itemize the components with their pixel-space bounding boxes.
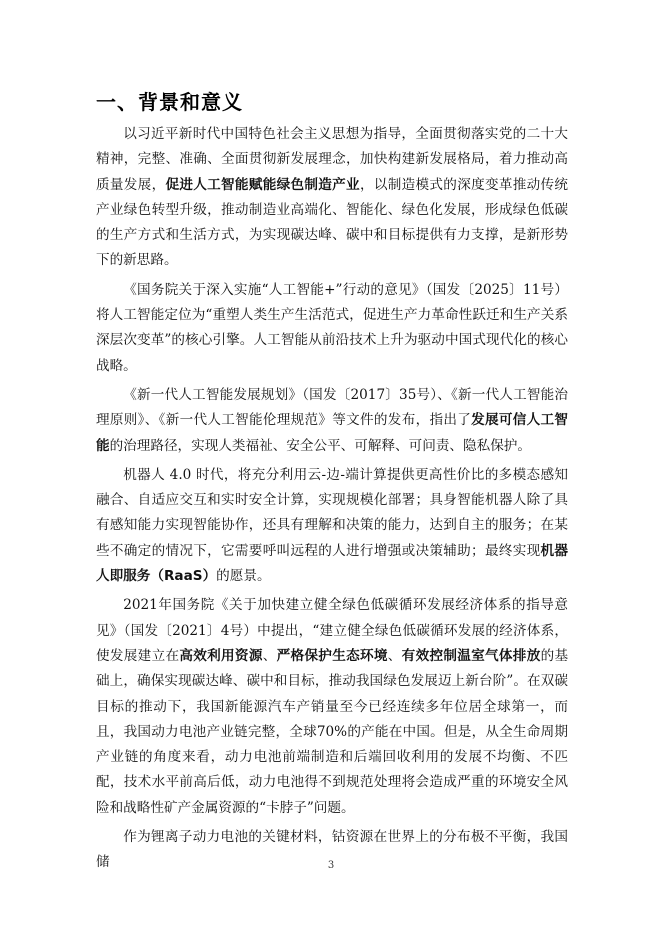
- page-number: 3: [327, 860, 335, 871]
- text-run: 、: [387, 647, 402, 664]
- emphasized-text: 高效利用资源: [179, 647, 263, 664]
- emphasized-text: 发展可信人工智能: [96, 412, 568, 454]
- text-run: 2021年国务院《关于加快建立健全绿色低碳循环发展经济体系的指导意见》（国发〔2021〕4号）中提出，“建立健全绿色低碳循环发展的经济体系，使发展建立在: [96, 597, 568, 664]
- text-run: 的治理路径，实现人类福祉、安全公平、可解释、可问责、隐私保护。: [109, 437, 531, 454]
- paragraph: [96, 278, 568, 379]
- text-run: 作为锂离子动力电池的关键材料，钴资源在世界上的分布极不平衡，我国储: [96, 829, 568, 871]
- text-run: 机器人 4.0 时代，将充分利用云-边-端计算提供更高性价比的多模态感知融合、自适应交互和实时安全计算，实现规模化部署；具身智能机器人除了具有感知能力实现智能协作，还具有理解和决策的能力，达到自主的服务；在某些不确定的情况下，它需要呼叫远程的人进行增强或决策辅助；最终实现: [96, 466, 568, 559]
- emphasized-text: 促进人工智能赋能绿色制造产业: [165, 176, 360, 193]
- body-text: [96, 122, 568, 880]
- text-run: 、: [262, 647, 277, 664]
- paragraph: [96, 593, 568, 821]
- emphasized-text: 有效控制温室气体排放: [401, 647, 541, 664]
- paragraph: [96, 383, 568, 459]
- text-run: 《新一代人工智能发展规划》（国发〔2017〕35号）、《新一代人工智能治理原则》、《新一代人工智能伦理规范》等文件的发布，指出了: [96, 386, 568, 429]
- emphasized-text: 机器人即服务（RaaS）: [96, 542, 569, 585]
- text-run: ，以制造模式的深度变革推动传统产业绿色转型升级，推动制造业高端化、智能化、绿色化发展，形成绿色低碳的生产方式和生活方式，为实现碳达峰、碳中和目标提供有力支撑，是新形势下的新思路。: [96, 176, 569, 269]
- text-run: 的基础上，确保实现碳达峰、碳中和目标，推动我国绿色发展迈上新台阶”。在双碳目标的推动下，我国新能源汽车产销量至今已经连续多年位居全球第一，而且，我国动力电池产业链完整，全球70%的产能在中国。但是，从全生命周期产业链的角度来看，动力电池前端制造和后端回收利用的发展不均衡、不匹配，技术水平前高后低，动力电池得不到规范处理将会造成严重的环境安全风险和战略性矿产金属资源的“卡脖子”问题。: [96, 647, 569, 816]
- text-run: 的愿景。: [216, 568, 271, 585]
- text-run: 《国务院关于深入实施“人工智能+”行动的意见》（国发〔2025〕11号）将人工智能定位为“重塑人类生产生活范式，促进生产力革命性跃迁和生产关系深层次变革”的核心引擎。人工智能从前沿技术上升为驱动中国式现代化的核心战略。: [96, 281, 568, 374]
- text-run: 以习近平新时代中国特色社会主义思想为指导，全面贯彻落实党的二十大精神，完整、准确、全面贯彻新发展理念，加快构建新发展格局，着力推动高质量发展，: [96, 126, 568, 193]
- paragraph: [96, 463, 568, 589]
- emphasized-text: 严格保护生态环境: [276, 647, 388, 664]
- paragraph: [96, 122, 568, 274]
- section-heading: 一、背景和意义: [96, 90, 243, 114]
